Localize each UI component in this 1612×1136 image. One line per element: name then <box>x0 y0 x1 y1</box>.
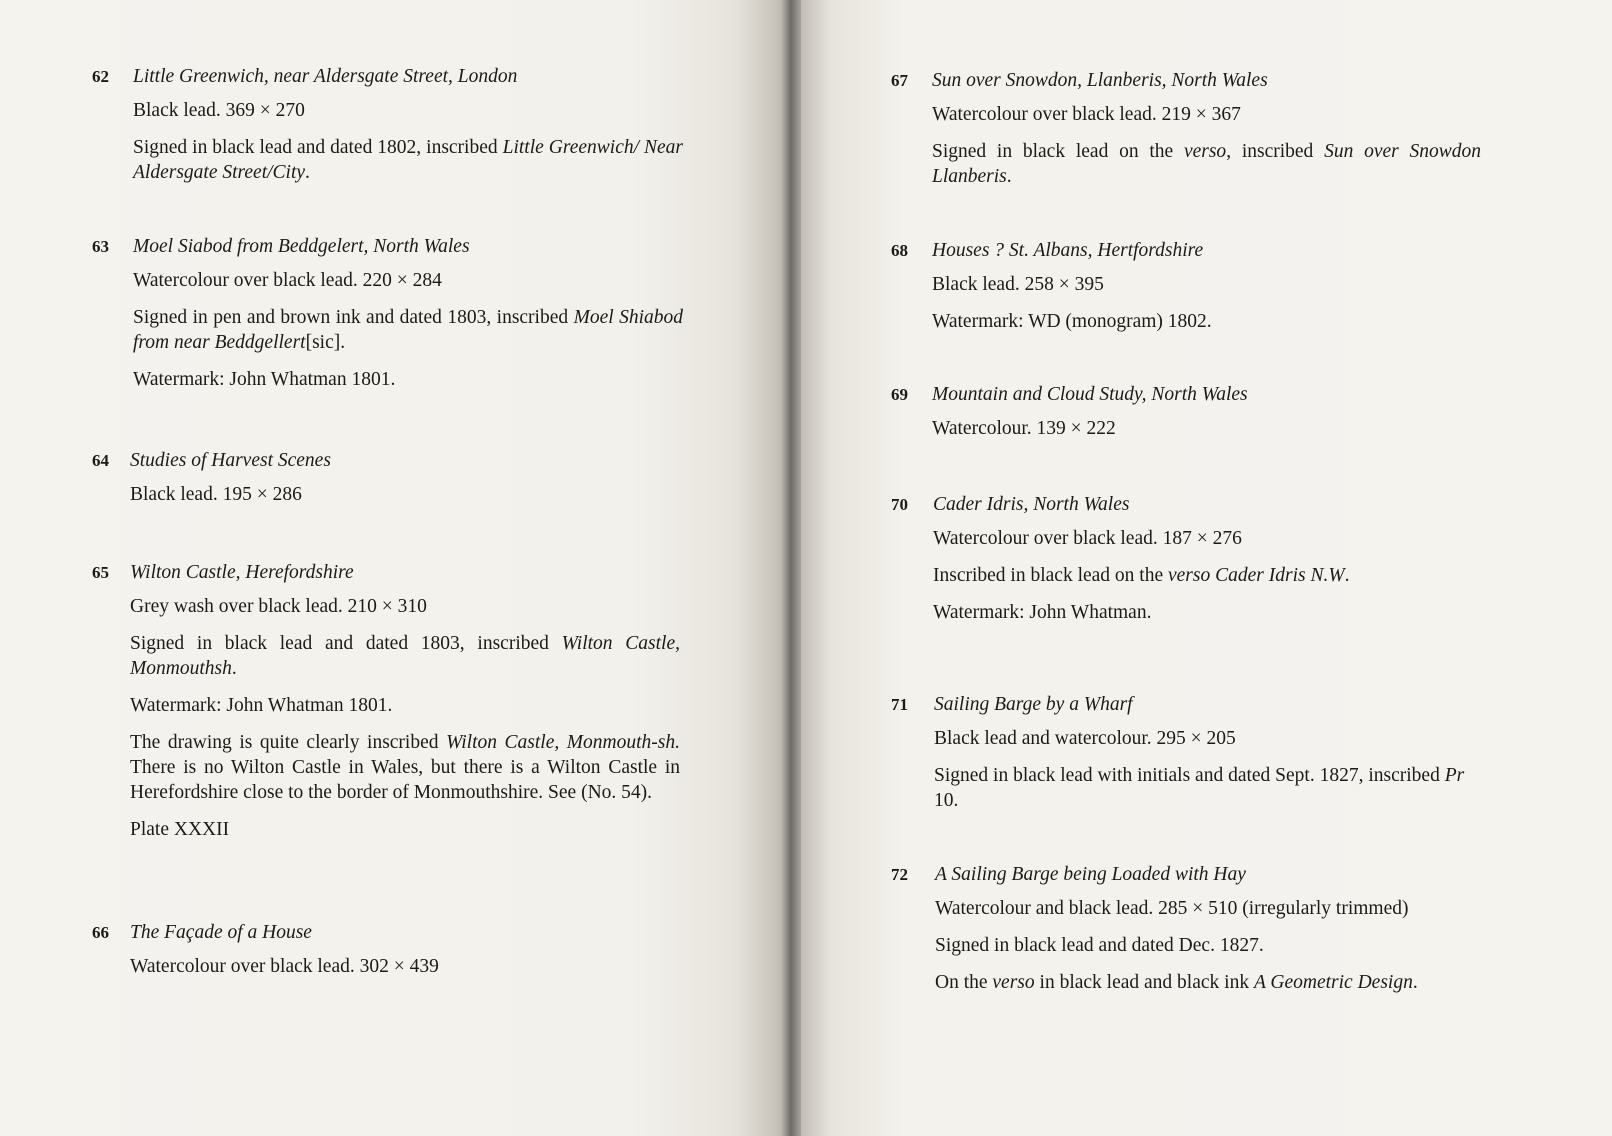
entry-number: 67 <box>891 71 908 90</box>
entry-medium: Watercolour. 139 × 222 <box>932 418 1116 439</box>
entry-plate: Plate XXXII <box>130 819 230 840</box>
entry-number: 72 <box>891 865 908 884</box>
entry-number: 66 <box>92 923 109 942</box>
entry-watermark: Watermark: John Whatman 1801. <box>130 695 393 716</box>
entry-number: 70 <box>891 495 908 514</box>
entry-medium: Black lead. 369 × 270 <box>133 100 305 121</box>
entry-medium: Watercolour over black lead. 219 × 367 <box>932 104 1241 125</box>
entry-watermark: Watermark: WD (monogram) 1802. <box>932 311 1212 332</box>
entry-inscription: Inscribed in black lead on the verso Cader Idris N.W. <box>933 565 1350 586</box>
entry-watermark: Watermark: John Whatman 1801. <box>133 369 396 390</box>
entry-title: Little Greenwich, near Aldersgate Street, London <box>133 66 518 87</box>
entry-number: 71 <box>891 695 908 714</box>
entry-number: 64 <box>92 451 109 470</box>
book-gutter <box>781 0 801 1136</box>
entry-medium: Watercolour over black lead. 187 × 276 <box>933 528 1242 549</box>
entry-inscription: Signed in black lead and dated 1802, inscribed Little Greenwich/ Near Aldersgate Street/City. <box>133 137 683 183</box>
entry-title: Mountain and Cloud Study, North Wales <box>932 384 1248 405</box>
entry-medium: Grey wash over black lead. 210 × 310 <box>130 596 427 617</box>
entry-signature: Signed in black lead and dated Dec. 1827. <box>935 935 1264 956</box>
entry-watermark: Watermark: John Whatman. <box>933 602 1152 623</box>
entry-inscription: Signed in black lead with initials and dated Sept. 1827, inscribed Pr 10. <box>934 765 1465 811</box>
entry-title: Studies of Harvest Scenes <box>130 450 331 471</box>
entry-medium: Black lead and watercolour. 295 × 205 <box>934 728 1236 749</box>
entry-medium: Black lead. 258 × 395 <box>932 274 1104 295</box>
entry-title: Moel Siabod from Beddgelert, North Wales <box>133 236 470 257</box>
entry-inscription: Signed in pen and brown ink and dated 1803, inscribed Moel Shiabod from near Beddgellert[sic]. <box>133 307 684 353</box>
entry-title: Houses ? St. Albans, Hertfordshire <box>932 240 1204 261</box>
entry-inscription: Signed in black lead and dated 1803, inscribed Wilton Castle, Monmouthsh. <box>130 633 680 679</box>
entry-number: 62 <box>92 67 109 86</box>
entry-title: The Façade of a House <box>130 922 312 943</box>
entry-title: Sun over Snowdon, Llanberis, North Wales <box>932 70 1268 91</box>
entry-number: 65 <box>92 563 109 582</box>
entry-note: The drawing is quite clearly inscribed Wilton Castle, Monmouth-sh. There is no Wilton Castle in Wales, but there is a Wilton Castle in Herefordshire close to the border of Monmouthshire. See (No. 54). <box>130 732 681 803</box>
entry-number: 68 <box>891 241 908 260</box>
entry-inscription: On the verso in black lead and black ink A Geometric Design. <box>935 972 1418 993</box>
entry-title: Sailing Barge by a Wharf <box>934 694 1133 715</box>
entry-title: A Sailing Barge being Loaded with Hay <box>935 864 1246 885</box>
entry-medium: Watercolour over black lead. 302 × 439 <box>130 956 439 977</box>
entry-title: Wilton Castle, Herefordshire <box>130 562 354 583</box>
entry-number: 63 <box>92 237 109 256</box>
entry-medium: Watercolour and black lead. 285 × 510 (irregularly trimmed) <box>935 898 1409 919</box>
entry-inscription: Signed in black lead on the verso, inscribed Sun over Snowdon Llanberis. <box>932 141 1481 187</box>
entry-title: Cader Idris, North Wales <box>933 494 1130 515</box>
entry-medium: Watercolour over black lead. 220 × 284 <box>133 270 442 291</box>
entry-medium: Black lead. 195 × 286 <box>130 484 302 505</box>
entry-number: 69 <box>891 385 908 404</box>
